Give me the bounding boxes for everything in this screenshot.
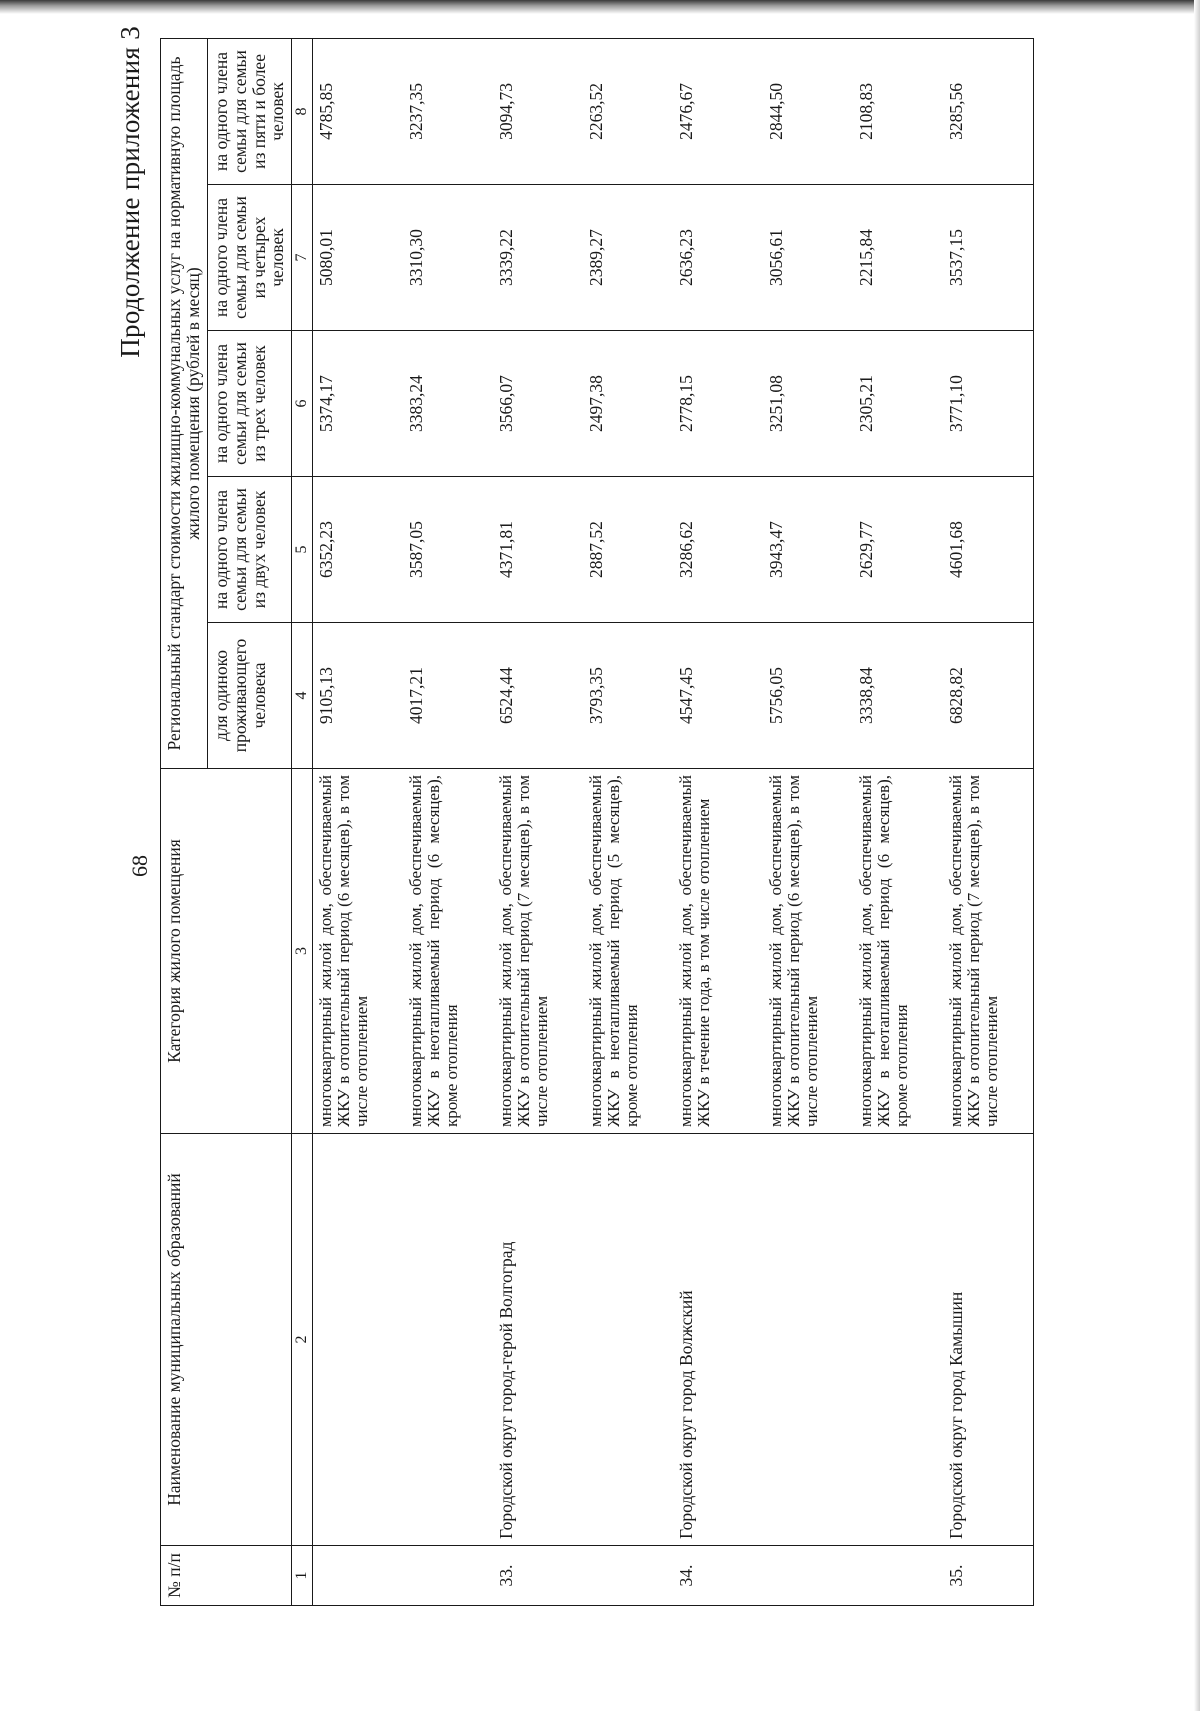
header-subcol: на одного члена семьи для семьи из двух человек bbox=[207, 477, 292, 623]
municipality-name bbox=[403, 1134, 493, 1546]
value-family-2: 6352,23 bbox=[312, 477, 403, 623]
header-row-1 bbox=[161, 38, 208, 1605]
value-family-5plus: 3285,56 bbox=[943, 38, 1034, 184]
value-single: 5756,05 bbox=[763, 623, 853, 769]
value-family-3: 3251,08 bbox=[763, 331, 853, 477]
value-single: 4547,45 bbox=[673, 623, 763, 769]
value-family-4: 3339,22 bbox=[493, 185, 583, 331]
value-family-5plus: 3094,73 bbox=[493, 38, 583, 184]
value-family-3: 5374,17 bbox=[312, 331, 403, 477]
value-single: 9105,13 bbox=[312, 623, 403, 769]
standard-cost-table bbox=[160, 38, 1034, 1606]
row-number bbox=[763, 1546, 853, 1606]
continuation-label: Продолжение приложения 3 bbox=[115, 26, 145, 358]
header-subcol: для одиноко проживающего человека bbox=[207, 623, 292, 769]
housing-category: многоквартирный жилой дом, обеспечиваемый ЖКУ в отопительный период (6 месяцев), в том числе отоплением bbox=[312, 769, 403, 1134]
page-number: 68 bbox=[127, 855, 152, 877]
table-row bbox=[403, 38, 493, 1605]
column-number: 8 bbox=[292, 38, 312, 184]
value-single: 3338,84 bbox=[853, 623, 943, 769]
column-number: 7 bbox=[292, 185, 312, 331]
housing-category: многоквартирный жилой дом, обеспечиваемый ЖКУ в неотапливаемый период (5 месяцев), кроме отопления bbox=[583, 769, 673, 1134]
value-single: 3793,35 bbox=[583, 623, 673, 769]
row-number: 33. bbox=[493, 1546, 583, 1606]
row-number bbox=[853, 1546, 943, 1606]
value-family-2: 2629,77 bbox=[853, 477, 943, 623]
value-family-5plus: 2263,52 bbox=[583, 38, 673, 184]
municipality-name: Городской округ город Камышин bbox=[943, 1134, 1034, 1546]
value-family-2: 4601,68 bbox=[943, 477, 1034, 623]
municipality-name: Городской округ город Волжский bbox=[673, 1134, 763, 1546]
municipality-name bbox=[853, 1134, 943, 1546]
column-number: 2 bbox=[292, 1134, 312, 1546]
housing-category: многоквартирный жилой дом, обеспечиваемый ЖКУ в неотапливаемый период (6 месяцев), кроме отопления bbox=[853, 769, 943, 1134]
value-family-4: 2389,27 bbox=[583, 185, 673, 331]
table-row bbox=[853, 38, 943, 1605]
column-number: 5 bbox=[292, 477, 312, 623]
value-family-2: 3286,62 bbox=[673, 477, 763, 623]
row-number bbox=[312, 1546, 403, 1606]
table-row bbox=[673, 38, 763, 1605]
value-family-4: 5080,01 bbox=[312, 185, 403, 331]
header-standard-group: Региональный стандарт стоимости жилищно-коммунальных услуг на нормативную площадь жилого помещения (рублей в месяц) bbox=[161, 38, 208, 768]
value-family-3: 2305,21 bbox=[853, 331, 943, 477]
row-number: 35. bbox=[943, 1546, 1034, 1606]
housing-category: многоквартирный жилой дом, обеспечиваемый ЖКУ в отопительный период (7 месяцев), в том числе отоплением bbox=[943, 769, 1034, 1134]
column-number: 1 bbox=[292, 1546, 312, 1606]
municipality-name bbox=[583, 1134, 673, 1546]
table-row bbox=[312, 38, 403, 1605]
value-family-5plus: 2844,50 bbox=[763, 38, 853, 184]
municipality-name bbox=[312, 1134, 403, 1546]
housing-category: многоквартирный жилой дом, обеспечиваемый ЖКУ в течение года, в том числе отоплением bbox=[673, 769, 763, 1134]
header-col-category: Категория жилого помещения bbox=[161, 769, 292, 1134]
value-family-5plus: 2476,67 bbox=[673, 38, 763, 184]
table-row bbox=[583, 38, 673, 1605]
value-family-4: 3537,15 bbox=[943, 185, 1034, 331]
column-number: 4 bbox=[292, 623, 312, 769]
value-family-5plus: 3237,35 bbox=[403, 38, 493, 184]
row-number bbox=[403, 1546, 493, 1606]
housing-category: многоквартирный жилой дом, обеспечиваемый ЖКУ в неотапливаемый период (6 месяцев), кроме отопления bbox=[403, 769, 493, 1134]
value-family-2: 3587,05 bbox=[403, 477, 493, 623]
column-number: 6 bbox=[292, 331, 312, 477]
header-subcol: на одного члена семьи для семьи из трех человек bbox=[207, 331, 292, 477]
housing-category: многоквартирный жилой дом, обеспечиваемый ЖКУ в отопительный период (6 месяцев), в том числе отоплением bbox=[763, 769, 853, 1134]
value-single: 6524,44 bbox=[493, 623, 583, 769]
table-row bbox=[763, 38, 853, 1605]
row-number: 34. bbox=[673, 1546, 763, 1606]
header-col-no: № п/п bbox=[161, 1546, 292, 1606]
value-family-3: 3383,24 bbox=[403, 331, 493, 477]
municipality-name: Городской округ город-герой Волгоград bbox=[493, 1134, 583, 1546]
municipality-name bbox=[763, 1134, 853, 1546]
value-family-2: 3943,47 bbox=[763, 477, 853, 623]
value-family-4: 3056,61 bbox=[763, 185, 853, 331]
value-family-2: 4371,81 bbox=[493, 477, 583, 623]
header-col-municipality: Наименование муниципальных образований bbox=[161, 1134, 292, 1546]
table-row bbox=[493, 38, 583, 1605]
header-subcol: на одного члена семьи для семьи из четырех человек bbox=[207, 185, 292, 331]
column-number: 3 bbox=[292, 769, 312, 1134]
column-number-row bbox=[292, 38, 312, 1605]
value-single: 6828,82 bbox=[943, 623, 1034, 769]
value-family-2: 2887,52 bbox=[583, 477, 673, 623]
value-family-3: 3771,10 bbox=[943, 331, 1034, 477]
value-family-5plus: 4785,85 bbox=[312, 38, 403, 184]
value-family-4: 2215,84 bbox=[853, 185, 943, 331]
value-family-3: 3566,07 bbox=[493, 331, 583, 477]
value-family-4: 3310,30 bbox=[403, 185, 493, 331]
header-subcol: на одного члена семьи для семьи из пяти и более человек bbox=[207, 38, 292, 184]
table-row bbox=[943, 38, 1034, 1605]
value-family-3: 2497,38 bbox=[583, 331, 673, 477]
value-family-5plus: 2108,83 bbox=[853, 38, 943, 184]
row-number bbox=[583, 1546, 673, 1606]
housing-category: многоквартирный жилой дом, обеспечиваемый ЖКУ в отопительный период (7 месяцев), в том числе отоплением bbox=[493, 769, 583, 1134]
value-family-4: 2636,23 bbox=[673, 185, 763, 331]
value-family-3: 2778,15 bbox=[673, 331, 763, 477]
value-single: 4017,21 bbox=[403, 623, 493, 769]
